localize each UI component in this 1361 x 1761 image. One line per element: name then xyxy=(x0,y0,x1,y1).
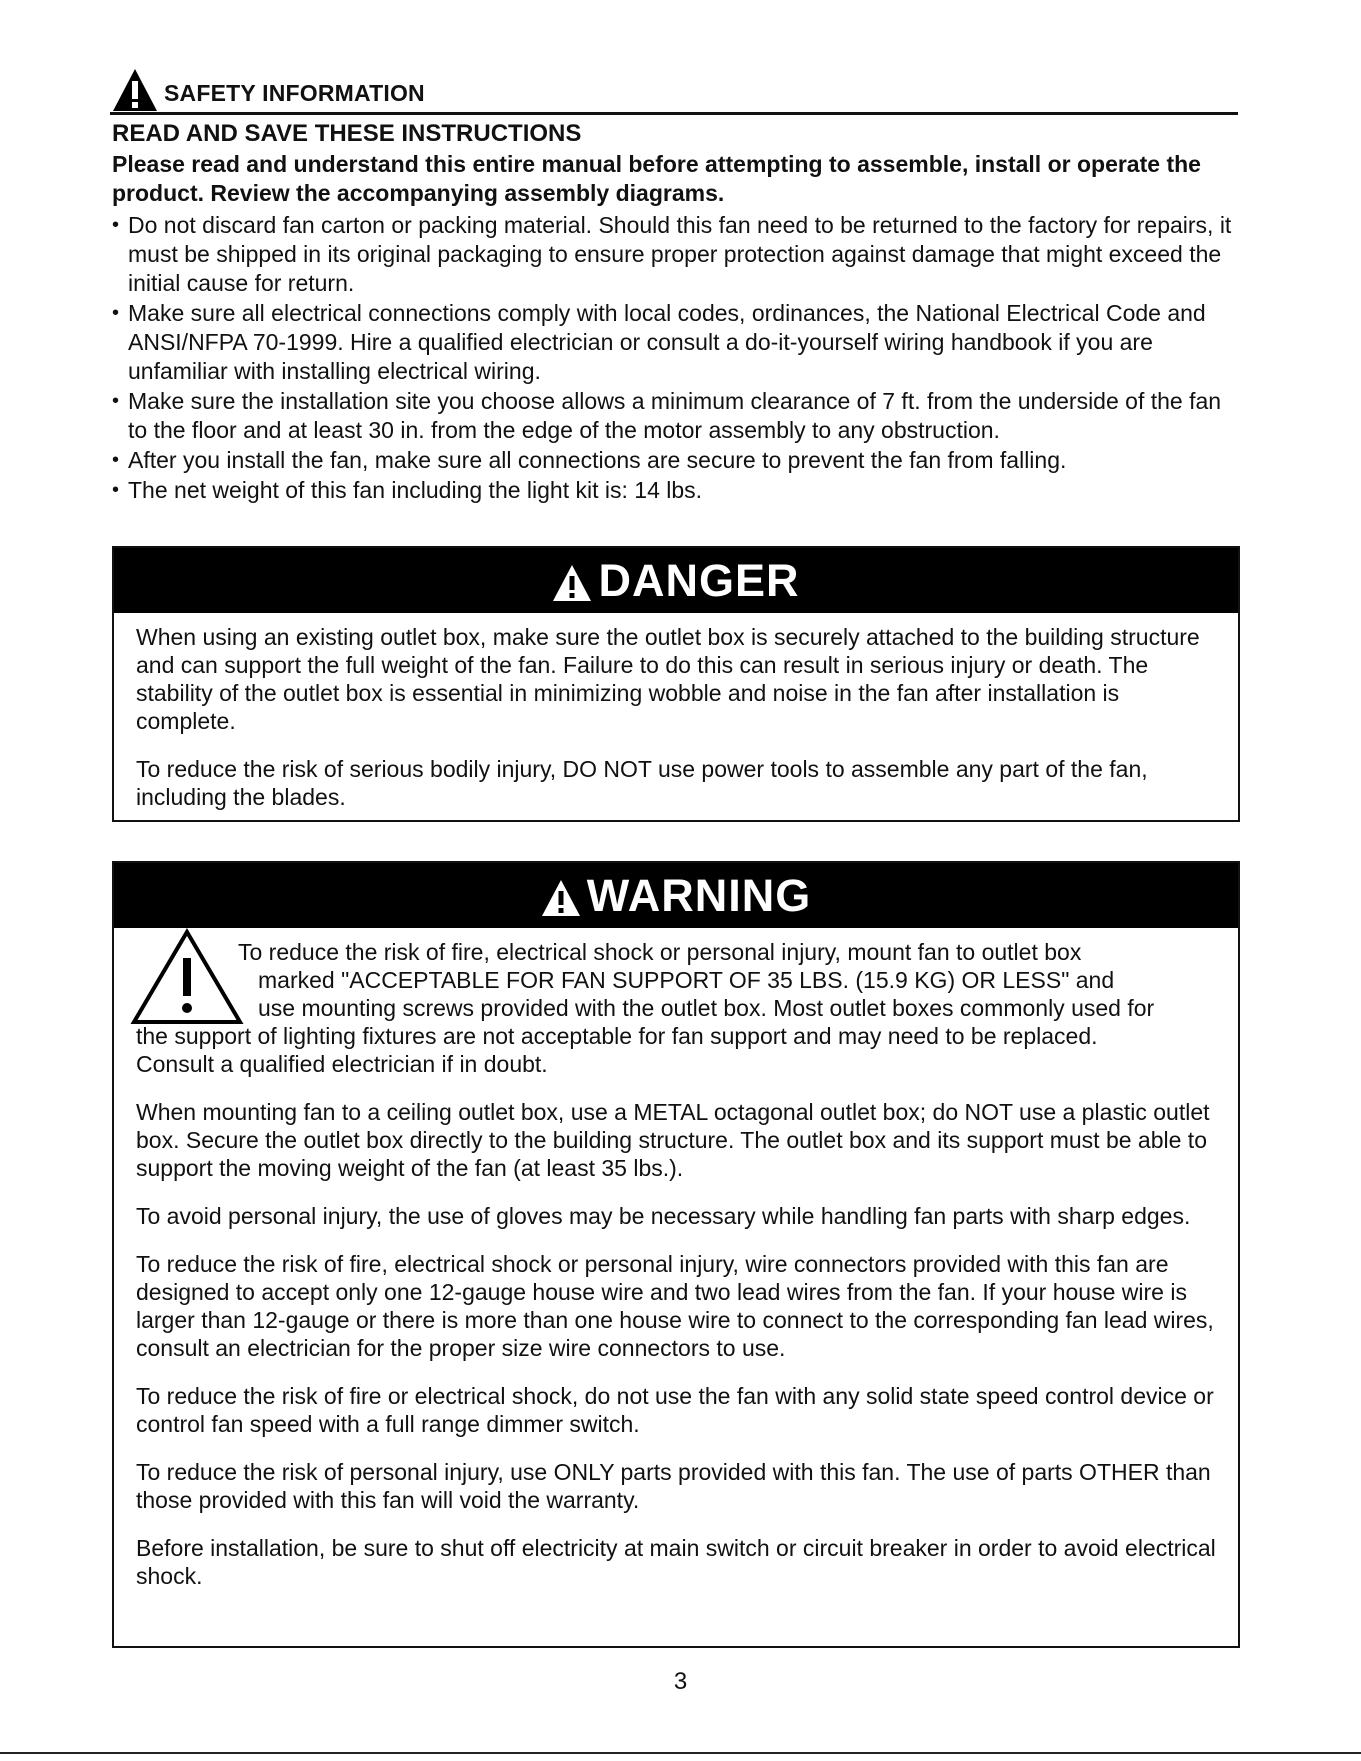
warning-heading: WARNING xyxy=(586,869,812,921)
danger-paragraph: When using an existing outlet box, make sure the outlet box is securely attached to the building structure and can support the full weight of the fan. Failure to do this can result in serious injury or death. The stability of the outlet box is essential in minimizing wobble and noise in the fan after installation is complete. xyxy=(136,624,1200,734)
safety-bullet-list xyxy=(112,211,1240,506)
warning-line: Consult a qualified electrician if in doubt. xyxy=(136,1051,548,1077)
bullet-item: • After you install the fan, make sure all connections are secure to prevent the fan from falling. xyxy=(112,446,1240,475)
warning-first-paragraph xyxy=(136,938,1216,1078)
safety-header xyxy=(110,68,1238,115)
warning-header xyxy=(114,863,1238,928)
warning-paragraph: To reduce the risk of fire or electrical shock, do not use the fan with any solid state speed control device or control fan speed with a full range dimmer switch. xyxy=(136,1383,1214,1437)
danger-box xyxy=(112,546,1240,822)
intro-text: Please read and understand this entire manual before attempting to assemble, install or operate the product. Review the accompanying assembly diagrams. xyxy=(112,151,1201,206)
warning-paragraph: To reduce the risk of personal injury, use ONLY parts provided with this fan. The use of parts OTHER than those provided with this fan will void the warranty. xyxy=(136,1459,1211,1513)
warning-line: marked "ACCEPTABLE FOR FAN SUPPORT OF 35 LBS. (15.9 KG) OR LESS" and xyxy=(258,967,1115,993)
warning-line: use mounting screws provided with the outlet box. Most outlet boxes commonly used for xyxy=(258,995,1155,1021)
warning-body xyxy=(114,928,1238,1602)
danger-heading: DANGER xyxy=(598,554,800,606)
bullet-item: • Make sure all electrical connections comply with local codes, ordinances, the National Electrical Code and ANSI/NFPA 70-1999. Hire a qualified electrician or consult a do-it-yourself wiring handbook if you are unfamiliar with installing electrical wiring. xyxy=(112,299,1240,386)
warning-paragraph: When mounting fan to a ceiling outlet box, use a METAL octagonal outlet box; do NOT use a plastic outlet box. Secure the outlet box directly to the building structure. The outlet box and its support must be able to support the moving weight of the fan (at least 35 lbs.). xyxy=(136,1099,1210,1181)
warning-triangle-icon xyxy=(552,564,592,602)
bullet-item: • Do not discard fan carton or packing material. Should this fan need to be returned to the factory for repairs, it must be shipped in its original packaging to ensure proper protection against damage that might exceed the initial cause for return. xyxy=(112,211,1240,298)
read-save-heading: READ AND SAVE THESE INSTRUCTIONS xyxy=(112,120,582,147)
warning-line: the support of lighting fixtures are not acceptable for fan support and may need to be replaced. xyxy=(136,1023,1098,1049)
warning-triangle-icon xyxy=(112,68,158,112)
warning-box xyxy=(112,861,1240,1648)
warning-line: To reduce the risk of fire, electrical shock or personal injury, mount fan to outlet box xyxy=(238,939,1082,965)
warning-paragraph: Before installation, be sure to shut off electricity at main switch or circuit breaker in order to avoid electrical shock. xyxy=(136,1535,1216,1589)
warning-paragraph: To reduce the risk of fire, electrical shock or personal injury, wire connectors provided with this fan are designed to accept only one 12-gauge house wire and two lead wires from the fan. If your house wire is larger than 12-gauge or there is more than one house wire to connect to the corresponding fan lead wires, consult an electrician for the proper size wire connectors to use. xyxy=(136,1251,1214,1361)
section-title: SAFETY INFORMATION xyxy=(164,80,425,106)
warning-triangle-icon xyxy=(541,879,581,917)
bullet-item: • Make sure the installation site you choose allows a minimum clearance of 7 ft. from the underside of the fan to the floor and at least 30 in. from the edge of the motor assembly to any obstruction. xyxy=(112,387,1240,445)
bottom-divider xyxy=(0,1752,1361,1754)
warning-outline-triangle-icon xyxy=(130,926,244,1026)
danger-header xyxy=(114,548,1238,613)
warning-paragraph: To avoid personal injury, the use of gloves may be necessary while handling fan parts with sharp edges. xyxy=(136,1203,1191,1229)
danger-body xyxy=(114,613,1238,823)
bullet-item: • The net weight of this fan including the light kit is: 14 lbs. xyxy=(112,476,1240,505)
danger-paragraph: To reduce the risk of serious bodily injury, DO NOT use power tools to assemble any part of the fan, including the blades. xyxy=(136,756,1148,810)
page-number: 3 xyxy=(673,1668,688,1695)
